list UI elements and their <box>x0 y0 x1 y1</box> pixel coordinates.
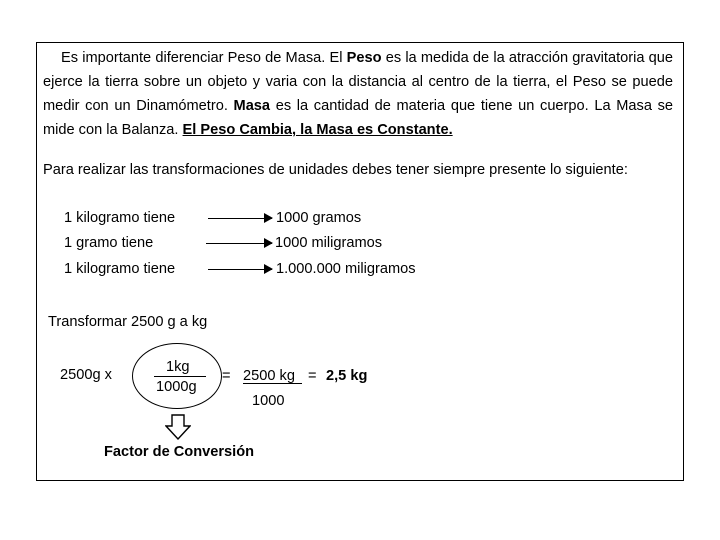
fraction-numerator: 1kg <box>166 359 190 375</box>
text-segment: es la medida de la atracción gravitatoria que ejerce la tierra sobre un objeto y varia con la distancia al centro de la tierra, el Peso se puede medir con un Dinamómetro. <box>43 50 674 114</box>
fraction-denominator: 1000g <box>156 379 197 395</box>
multiplicand: 2500g x <box>60 367 112 383</box>
result-denominator: 1000 <box>252 393 285 409</box>
arrow-right-icon <box>208 218 272 219</box>
equals-sign: = <box>222 368 231 384</box>
text-segment: es la cantidad de materia que tiene un cuerpo. La Masa se mide con la Balanza. <box>43 98 673 138</box>
paragraph-peso-masa <box>43 46 673 142</box>
conversion-from-1: 1 gramo tiene <box>64 235 154 251</box>
final-result: 2,5 kg <box>326 368 368 384</box>
arrow-right-icon <box>208 269 272 270</box>
factor-label: Factor de Conversión <box>104 444 255 460</box>
bold-peso: Peso <box>346 50 382 66</box>
arrow-right-icon <box>206 243 272 244</box>
bold-masa: Masa <box>233 98 271 114</box>
text-segment: Es importante diferenciar Peso de Masa. El <box>61 50 347 66</box>
conversion-from-2: 1 kilogramo tiene <box>64 261 176 277</box>
equals-sign-2: = <box>308 368 317 384</box>
conversion-to-1: 1000 miligramos <box>275 235 383 251</box>
arrow-down-icon <box>165 414 191 440</box>
conversion-from-0: 1 kilogramo tiene <box>64 210 176 226</box>
conversion-to-0: 1000 gramos <box>276 210 362 226</box>
conversion-to-2: 1.000.000 miligramos <box>276 261 416 277</box>
bold-underlined-conclusion: El Peso Cambia, la Masa es Constante. <box>182 122 453 138</box>
result-numerator: 2500 kg <box>243 368 295 384</box>
result-fraction-bar <box>243 383 302 384</box>
paragraph-transformaciones: Para realizar las transformaciones de unidades debes tener siempre presente lo siguiente: <box>43 162 628 178</box>
exercise-title: Transformar 2500 g a kg <box>48 314 208 330</box>
